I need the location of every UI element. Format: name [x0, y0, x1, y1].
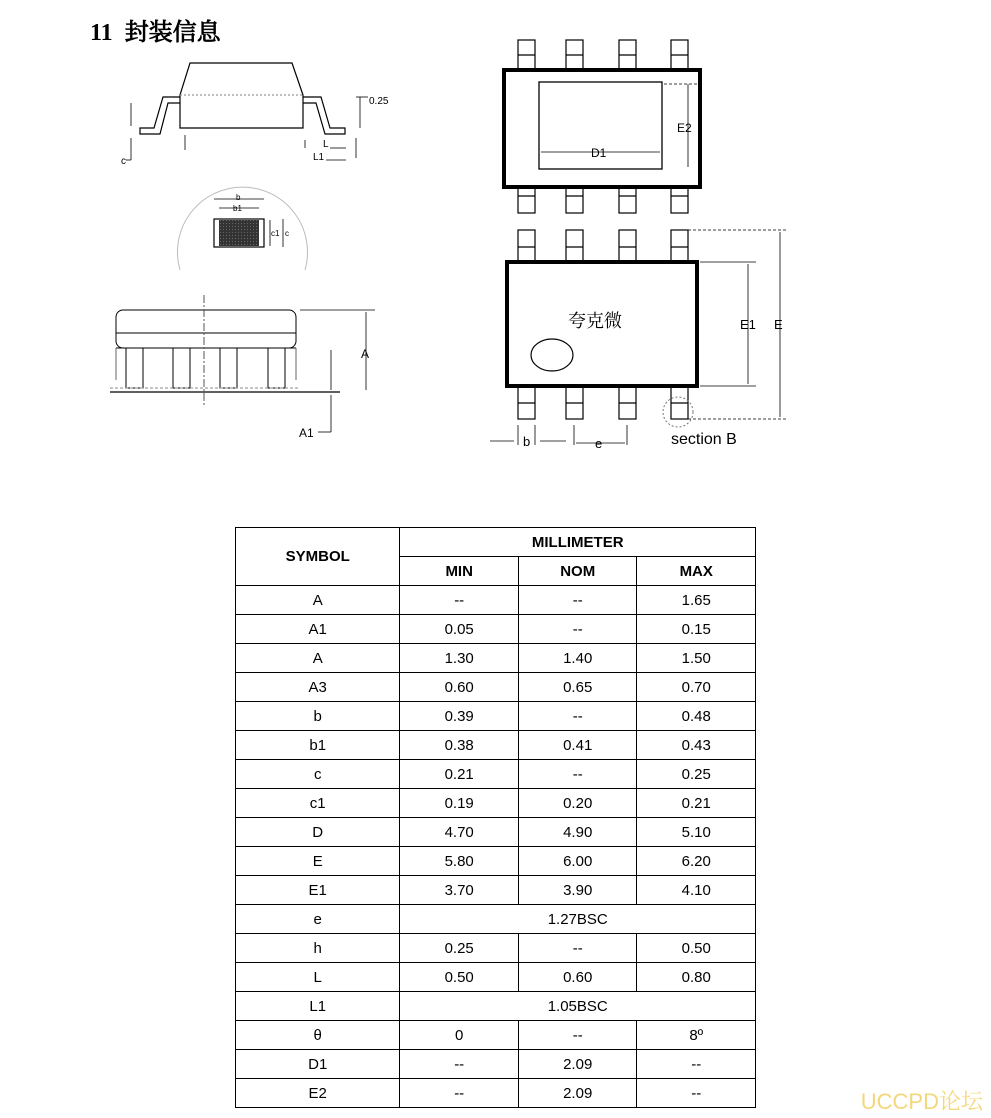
col-header-nom: NOM [518, 557, 637, 586]
table-row [236, 847, 756, 876]
cell-symbol: h [236, 934, 400, 963]
cell-min: -- [400, 586, 519, 615]
cell-max: 0.25 [637, 760, 756, 789]
label-section-b: section B [671, 431, 737, 448]
label-E1: E1 [740, 317, 756, 332]
cell-nom: 2.09 [518, 1079, 637, 1108]
cell-min: 1.30 [400, 644, 519, 673]
table-row [236, 586, 756, 615]
table-row [236, 615, 756, 644]
cell-max: 0.80 [637, 963, 756, 992]
cell-min: 0.25 [400, 934, 519, 963]
cell-symbol: e [236, 905, 400, 934]
top-view [490, 230, 786, 445]
table-row [236, 1079, 756, 1108]
cell-nom: 3.90 [518, 876, 637, 905]
cell-min: 4.70 [400, 818, 519, 847]
cell-min: 0.38 [400, 731, 519, 760]
cell-max: 0.21 [637, 789, 756, 818]
cell-symbol: A3 [236, 673, 400, 702]
label-c: c [121, 156, 126, 167]
cell-max: 4.10 [637, 876, 756, 905]
cell-symbol: b1 [236, 731, 400, 760]
label-c-section: c [285, 229, 289, 238]
table-row [236, 934, 756, 963]
cell-symbol: b [236, 702, 400, 731]
cell-max: 0.48 [637, 702, 756, 731]
label-b1-section: b1 [233, 204, 242, 213]
label-e: e [595, 436, 603, 451]
table-row [236, 963, 756, 992]
cell-symbol: D [236, 818, 400, 847]
label-L: L [323, 139, 329, 150]
label-E2: E2 [677, 121, 692, 135]
cell-min: 0.19 [400, 789, 519, 818]
cell-nom: 0.60 [518, 963, 637, 992]
cell-nom: 0.20 [518, 789, 637, 818]
cell-nom: -- [518, 615, 637, 644]
label-D1: D1 [591, 146, 607, 160]
cell-max: -- [637, 1050, 756, 1079]
cell-symbol: θ [236, 1021, 400, 1050]
cell-nom: 4.90 [518, 818, 637, 847]
label-brand: 夸克微 [568, 311, 622, 331]
cell-symbol: A1 [236, 615, 400, 644]
cell-symbol: c [236, 760, 400, 789]
cell-min: 3.70 [400, 876, 519, 905]
cell-symbol: E1 [236, 876, 400, 905]
table-row [236, 992, 756, 1021]
section-number: 11 [90, 20, 113, 46]
cell-symbol: L [236, 963, 400, 992]
cell-nom: 6.00 [518, 847, 637, 876]
cell-symbol: c1 [236, 789, 400, 818]
cell-max: 0.15 [637, 615, 756, 644]
cell-nom: -- [518, 702, 637, 731]
cell-nom: 2.09 [518, 1050, 637, 1079]
package-drawing [0, 0, 991, 500]
table-row [236, 1021, 756, 1050]
cell-min: 0.39 [400, 702, 519, 731]
cell-min: 0.05 [400, 615, 519, 644]
cell-symbol: A [236, 644, 400, 673]
cell-nom: -- [518, 1021, 637, 1050]
cell-nom: 1.40 [518, 644, 637, 673]
table-row [236, 702, 756, 731]
cell-max: 6.20 [637, 847, 756, 876]
cell-min: 0 [400, 1021, 519, 1050]
table-row [236, 760, 756, 789]
table-row [236, 644, 756, 673]
cell-min: 0.50 [400, 963, 519, 992]
cell-min: 0.60 [400, 673, 519, 702]
label-025: 0.25 [369, 96, 389, 107]
cell-max: 0.43 [637, 731, 756, 760]
cell-symbol: A [236, 586, 400, 615]
label-b-bottom: b [523, 434, 531, 449]
label-A: A [361, 347, 370, 361]
table-row [236, 1050, 756, 1079]
table-row [236, 818, 756, 847]
cell-min: 0.21 [400, 760, 519, 789]
cell-max: -- [637, 1079, 756, 1108]
label-b-section: b [236, 193, 241, 202]
package-dimensions-table [235, 527, 756, 1108]
cell-nom: -- [518, 760, 637, 789]
table-row [236, 731, 756, 760]
label-A1: A1 [299, 426, 314, 440]
cell-symbol: E [236, 847, 400, 876]
cell-max: 0.70 [637, 673, 756, 702]
cell-symbol: D1 [236, 1050, 400, 1079]
cell-max: 1.65 [637, 586, 756, 615]
cell-span-value: 1.27BSC [400, 905, 756, 934]
label-E: E [774, 317, 783, 332]
cell-nom: 0.65 [518, 673, 637, 702]
cell-symbol: L1 [236, 992, 400, 1021]
table-row [236, 905, 756, 934]
table-row [236, 876, 756, 905]
front-elevation-view [110, 295, 375, 432]
bottom-view [504, 40, 700, 213]
cell-min: -- [400, 1079, 519, 1108]
cell-max: 1.50 [637, 644, 756, 673]
cell-nom: -- [518, 586, 637, 615]
cell-nom: 0.41 [518, 731, 637, 760]
table-row [236, 789, 756, 818]
col-header-min: MIN [400, 557, 519, 586]
label-c1-section: c1 [271, 229, 280, 238]
cell-max: 5.10 [637, 818, 756, 847]
table-row [236, 673, 756, 702]
section-title: 封装信息 [124, 20, 221, 46]
col-header-max: MAX [637, 557, 756, 586]
unit-header: MILLIMETER [400, 528, 756, 557]
cell-max: 8º [637, 1021, 756, 1050]
watermark: UCCPD论坛 [860, 1089, 983, 1114]
label-L1: L1 [313, 152, 325, 163]
symbol-header: SYMBOL [236, 528, 400, 586]
cell-min: 5.80 [400, 847, 519, 876]
cell-span-value: 1.05BSC [400, 992, 756, 1021]
cell-symbol: E2 [236, 1079, 400, 1108]
cell-min: -- [400, 1050, 519, 1079]
cell-max: 0.50 [637, 934, 756, 963]
cell-nom: -- [518, 934, 637, 963]
side-profile-view [126, 63, 368, 160]
